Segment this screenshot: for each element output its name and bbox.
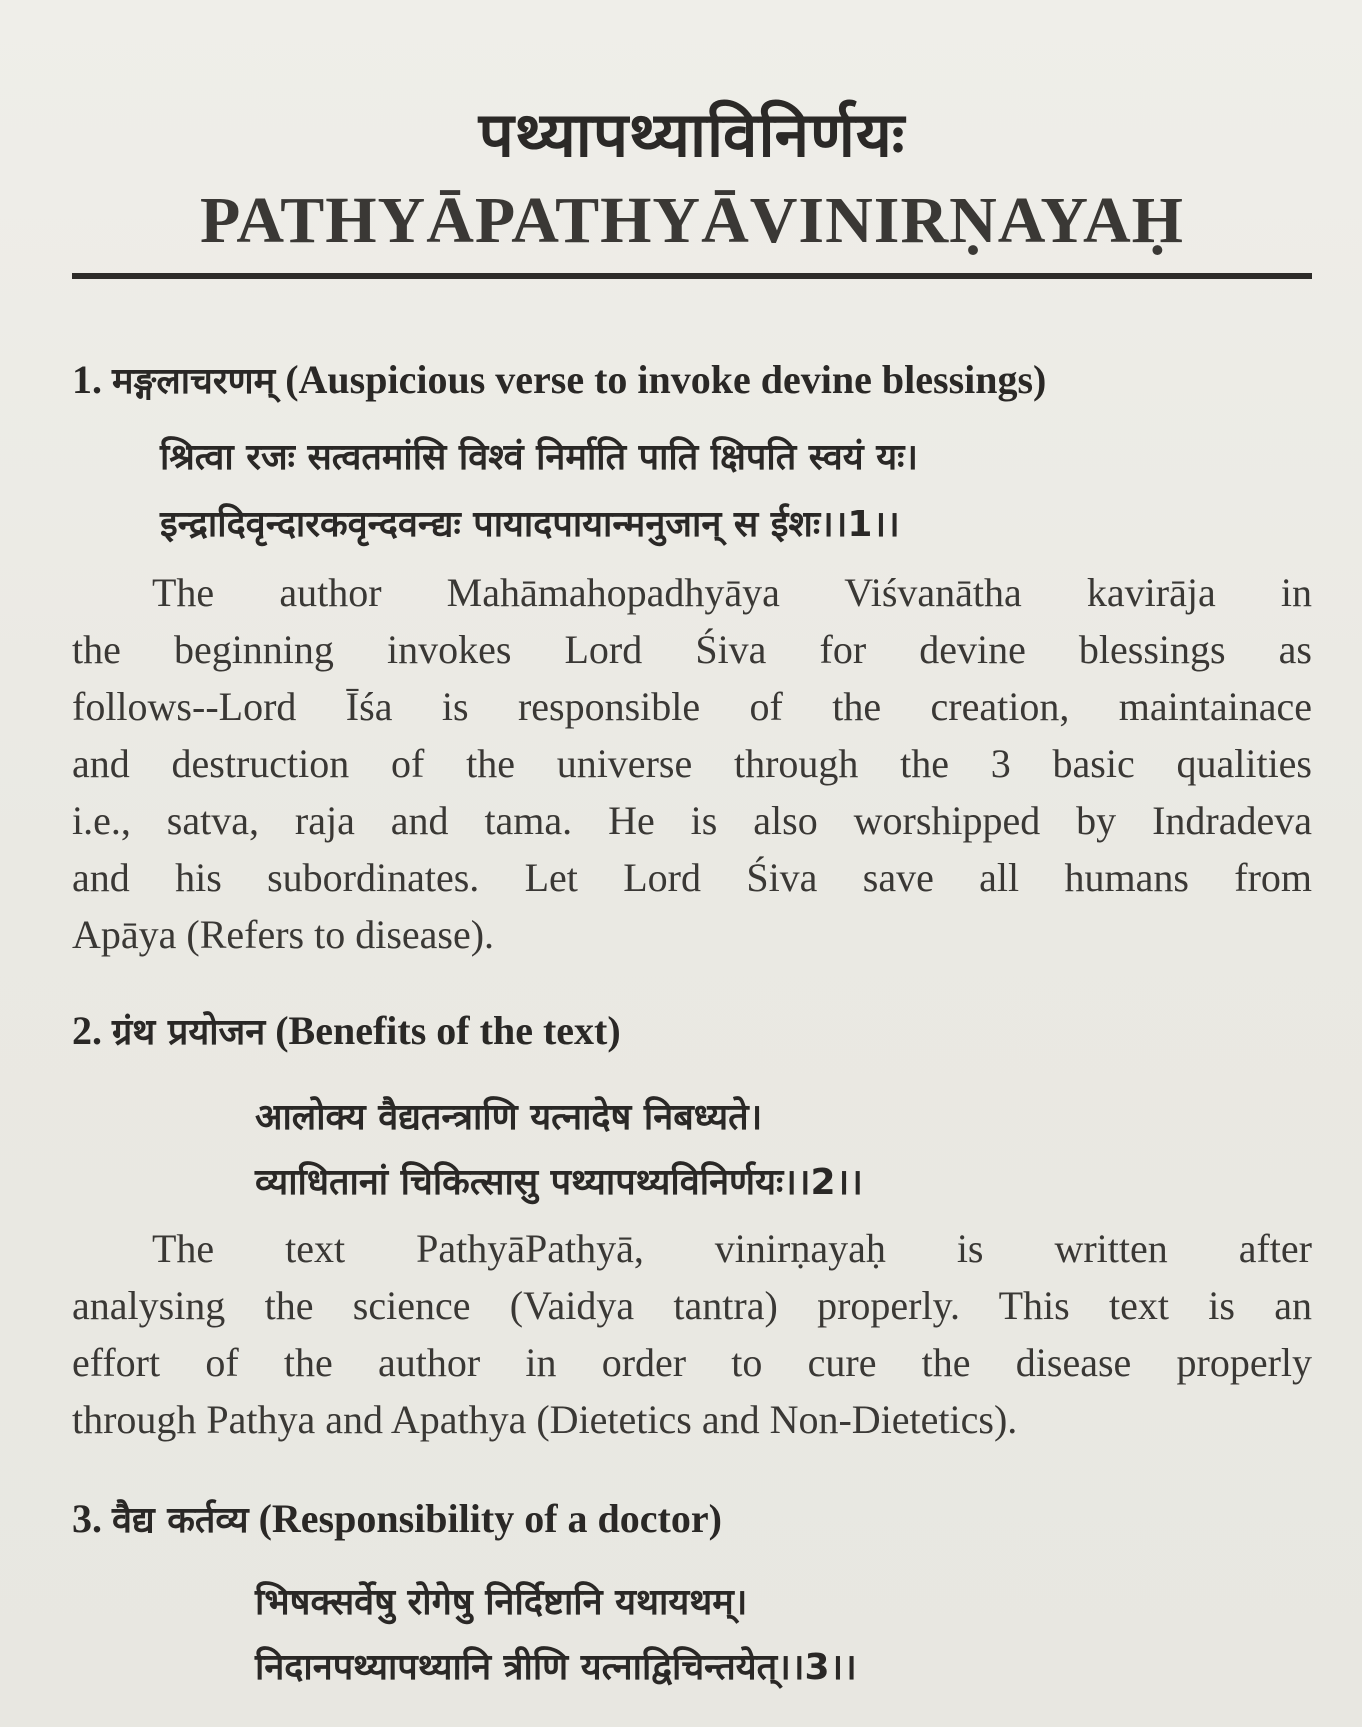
title-roman: PATHYĀPATHYĀVINIRṆAYAḤ xyxy=(200,184,1184,257)
section-1-number: 1. xyxy=(72,357,102,402)
section-2-verse-line-2: व्याधितानां चिकित्सासु पथ्यापथ्यविनिर्णयः।।2।। xyxy=(255,1162,863,1203)
section-3-number: 3. xyxy=(72,1496,102,1541)
section-3-verse-line-1: भिषक्सर्वेषु रोगेषु निर्दिष्टानि यथायथम्। xyxy=(255,1582,748,1623)
paragraph-line: through Pathya and Apathya (Dietetics and Non-Dietetics). xyxy=(72,1397,1018,1442)
section-3-heading-english: (Responsibility of a doctor) xyxy=(258,1496,722,1541)
section-2-number: 2. xyxy=(72,1008,102,1053)
section-1-paragraph xyxy=(72,564,1312,963)
paragraph-line: Apāya (Refers to disease). xyxy=(72,912,495,957)
section-3-verse-line-2: निदानपथ्यापथ्यानि त्रीणि यत्नाद्विचिन्तयेत्।।3।। xyxy=(255,1647,857,1688)
section-2-heading-devanagari: ग्रंथ प्रयोजन xyxy=(112,1012,266,1053)
title-devanagari: पथ्यापथ्याविनिर्णयः xyxy=(478,98,906,171)
section-2-heading xyxy=(72,1003,1312,1061)
title-divider xyxy=(72,273,1312,279)
section-3-heading xyxy=(72,1491,1312,1549)
section-2-verse-line-1: आलोक्य वैद्यतन्त्राणि यत्नादेष निबध्यते। xyxy=(255,1097,763,1138)
paragraph-line: The author Mahāmahopadhyāya Viśvanātha kavirāja in xyxy=(152,570,1312,615)
section-3-heading-devanagari: वैद्य कर्तव्य xyxy=(112,1500,249,1541)
paragraph-line: i.e., satva, raja and tama. He is also worshipped by Indradeva xyxy=(72,798,1312,843)
paragraph-line: effort of the author in order to cure the disease properly xyxy=(72,1340,1312,1385)
section-1-verse-line-1: श्रित्वा रजः सत्वतमांसि विश्वं निर्माति पाति क्षिपति स्वयं यः। xyxy=(160,437,918,478)
paragraph-line: the beginning invokes Lord Śiva for devine blessings as xyxy=(72,627,1312,672)
paragraph-line: analysing the science (Vaidya tantra) properly. This text is an xyxy=(72,1283,1312,1328)
section-2-paragraph xyxy=(72,1220,1312,1448)
section-2-heading-english: (Benefits of the text) xyxy=(275,1008,621,1053)
title-block xyxy=(72,92,1312,262)
paragraph-line: and his subordinates. Let Lord Śiva save all humans from xyxy=(72,855,1312,900)
paragraph-line: The text PathyāPathyā, vinirṇayaḥ is written after xyxy=(152,1226,1312,1271)
section-1-heading xyxy=(72,352,1312,410)
paragraph-line: and destruction of the universe through the 3 basic qualities xyxy=(72,741,1312,786)
section-1-heading-english: (Auspicious verse to invoke devine blessings) xyxy=(285,357,1047,402)
section-1-heading-devanagari: मङ्गलाचरणम् xyxy=(112,361,276,402)
section-1-verse-line-2: इन्द्रादिवृन्दारकवृन्दवन्द्यः पायादपायान्मनुजान् स ईशः।।1।। xyxy=(160,504,900,545)
paragraph-line: follows--Lord Īśa is responsible of the creation, maintainace xyxy=(72,684,1312,729)
